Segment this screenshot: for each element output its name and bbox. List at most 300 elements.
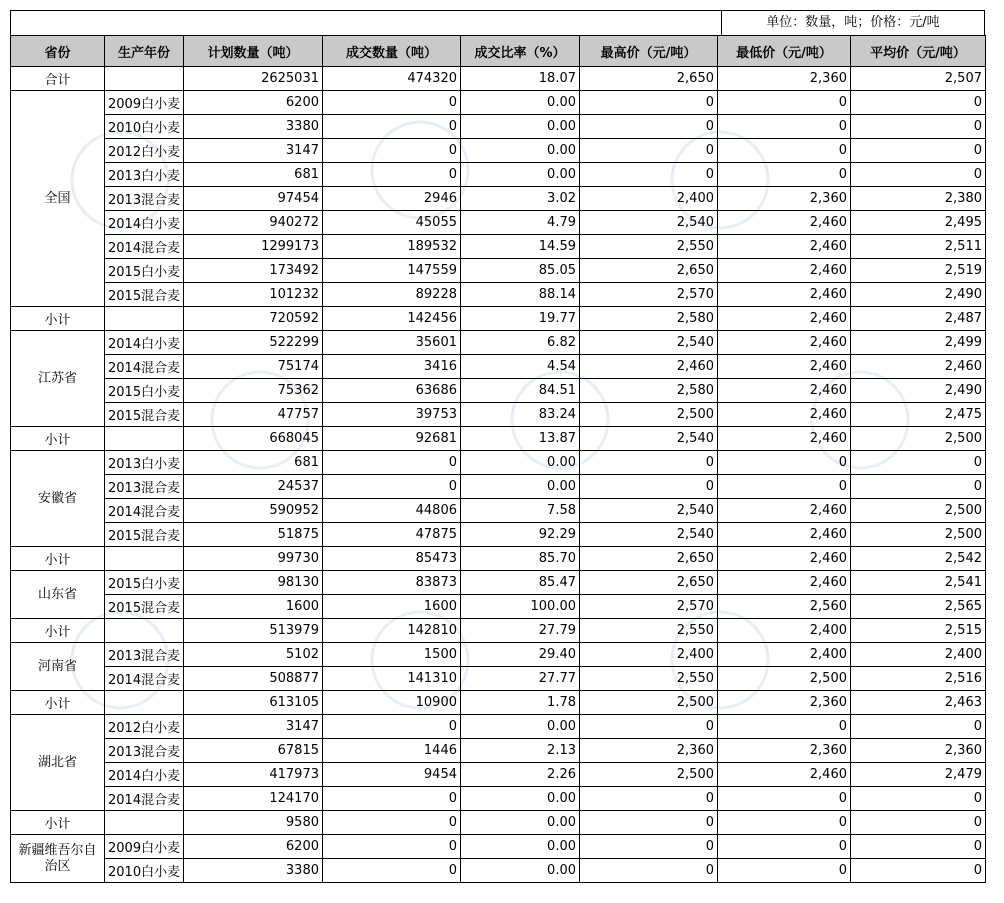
max-cell: 2,540 (580, 331, 718, 355)
table-row (11, 115, 986, 139)
rate-cell: 29.40 (461, 643, 580, 667)
table-row (11, 835, 986, 859)
subtotal-label: 小计 (11, 427, 105, 451)
plan-cell: 590952 (184, 499, 323, 523)
subtotal-row (11, 811, 986, 835)
min-cell: 0 (718, 451, 851, 475)
max-cell: 2,500 (580, 403, 718, 427)
deal-cell: 1600 (323, 595, 461, 619)
deal-cell: 0 (323, 835, 461, 859)
rate-cell: 3.02 (461, 187, 580, 211)
max-cell: 2,500 (580, 763, 718, 787)
total-min: 2,360 (718, 67, 851, 91)
header-plan: 计划数量（吨） (184, 36, 323, 67)
avg-cell: 0 (851, 835, 986, 859)
max-cell: 2,570 (580, 283, 718, 307)
deal-cell: 83873 (323, 571, 461, 595)
avg-cell: 0 (851, 475, 986, 499)
plan-cell: 3147 (184, 139, 323, 163)
year-cell: 2012白小麦 (105, 139, 184, 163)
rate-cell: 83.24 (461, 403, 580, 427)
avg-cell: 0 (851, 859, 986, 883)
total-year (105, 67, 184, 91)
plan-cell: 98130 (184, 571, 323, 595)
total-avg: 2,507 (851, 67, 986, 91)
table-row (11, 331, 986, 355)
year-cell: 2010白小麦 (105, 115, 184, 139)
min-cell: 2,460 (718, 499, 851, 523)
min-cell: 0 (718, 475, 851, 499)
rate-cell: 84.51 (461, 379, 580, 403)
plan-cell: 3380 (184, 859, 323, 883)
subtotal-year (105, 619, 184, 643)
table-row (11, 403, 986, 427)
max-cell: 2,540 (580, 211, 718, 235)
rate-cell: 0.00 (461, 835, 580, 859)
subtotal-row (11, 691, 986, 715)
year-cell: 2013白小麦 (105, 163, 184, 187)
avg-cell: 2,490 (851, 379, 986, 403)
plan-cell: 6200 (184, 91, 323, 115)
plan-cell: 47757 (184, 403, 323, 427)
avg-cell: 0 (851, 139, 986, 163)
deal-cell: 0 (323, 139, 461, 163)
subtotal-max: 2,540 (580, 427, 718, 451)
plan-cell: 3380 (184, 115, 323, 139)
max-cell: 2,360 (580, 739, 718, 763)
subtotal-plan: 613105 (184, 691, 323, 715)
table-body (11, 67, 986, 883)
deal-cell: 1500 (323, 643, 461, 667)
min-cell: 2,460 (718, 235, 851, 259)
province-cell: 河南省 (11, 643, 105, 691)
deal-cell: 0 (323, 787, 461, 811)
max-cell: 2,650 (580, 571, 718, 595)
rate-cell: 0.00 (461, 139, 580, 163)
table-row (11, 259, 986, 283)
rate-cell: 2.26 (461, 763, 580, 787)
max-cell: 0 (580, 475, 718, 499)
rate-cell: 0.00 (461, 715, 580, 739)
deal-cell: 0 (323, 715, 461, 739)
plan-cell: 5102 (184, 643, 323, 667)
min-cell: 2,460 (718, 523, 851, 547)
table-row (11, 283, 986, 307)
rate-cell: 85.05 (461, 259, 580, 283)
subtotal-year (105, 811, 184, 835)
avg-cell: 2,400 (851, 643, 986, 667)
year-cell: 2015混合麦 (105, 523, 184, 547)
avg-cell: 2,541 (851, 571, 986, 595)
table-row (11, 643, 986, 667)
header-rate: 成交比率（%） (461, 36, 580, 67)
max-cell: 2,540 (580, 499, 718, 523)
year-cell: 2010白小麦 (105, 859, 184, 883)
total-row (11, 67, 986, 91)
table-row (11, 235, 986, 259)
subtotal-min: 2,460 (718, 427, 851, 451)
avg-cell: 2,360 (851, 739, 986, 763)
subtotal-min: 2,400 (718, 619, 851, 643)
table-row (11, 211, 986, 235)
table-row (11, 523, 986, 547)
deal-cell: 39753 (323, 403, 461, 427)
subtotal-rate: 85.70 (461, 547, 580, 571)
deal-cell: 9454 (323, 763, 461, 787)
rate-cell: 0.00 (461, 91, 580, 115)
subtotal-max: 2,580 (580, 307, 718, 331)
table-row (11, 667, 986, 691)
rate-cell: 0.00 (461, 475, 580, 499)
year-cell: 2015白小麦 (105, 379, 184, 403)
province-cell: 江苏省 (11, 331, 105, 427)
unit-row (10, 10, 985, 35)
table-row (11, 739, 986, 763)
subtotal-avg: 2,542 (851, 547, 986, 571)
year-cell: 2014混合麦 (105, 499, 184, 523)
avg-cell: 2,500 (851, 499, 986, 523)
max-cell: 0 (580, 451, 718, 475)
min-cell: 2,500 (718, 667, 851, 691)
rate-cell: 92.29 (461, 523, 580, 547)
avg-cell: 0 (851, 91, 986, 115)
rate-cell: 0.00 (461, 787, 580, 811)
deal-cell: 147559 (323, 259, 461, 283)
plan-cell: 3147 (184, 715, 323, 739)
avg-cell: 2,479 (851, 763, 986, 787)
rate-cell: 4.79 (461, 211, 580, 235)
min-cell: 2,460 (718, 259, 851, 283)
subtotal-label: 小计 (11, 307, 105, 331)
year-cell: 2013白小麦 (105, 451, 184, 475)
plan-cell: 67815 (184, 739, 323, 763)
max-cell: 2,400 (580, 643, 718, 667)
province-cell: 安徽省 (11, 451, 105, 547)
price-table-sheet (10, 10, 985, 883)
rate-cell: 27.77 (461, 667, 580, 691)
subtotal-rate: 13.87 (461, 427, 580, 451)
subtotal-min: 2,360 (718, 691, 851, 715)
min-cell: 2,460 (718, 355, 851, 379)
province-cell: 新疆维吾尔自治区 (11, 835, 105, 883)
avg-cell: 2,490 (851, 283, 986, 307)
rate-cell: 7.58 (461, 499, 580, 523)
subtotal-min: 2,460 (718, 547, 851, 571)
max-cell: 0 (580, 91, 718, 115)
plan-cell: 1600 (184, 595, 323, 619)
deal-cell: 0 (323, 451, 461, 475)
table-row (11, 787, 986, 811)
year-cell: 2015白小麦 (105, 259, 184, 283)
avg-cell: 2,380 (851, 187, 986, 211)
min-cell: 0 (718, 115, 851, 139)
subtotal-deal: 92681 (323, 427, 461, 451)
avg-cell: 0 (851, 451, 986, 475)
year-cell: 2015白小麦 (105, 571, 184, 595)
plan-cell: 6200 (184, 835, 323, 859)
min-cell: 2,460 (718, 571, 851, 595)
min-cell: 2,360 (718, 187, 851, 211)
deal-cell: 47875 (323, 523, 461, 547)
avg-cell: 2,519 (851, 259, 986, 283)
plan-cell: 124170 (184, 787, 323, 811)
table-row (11, 163, 986, 187)
year-cell: 2014白小麦 (105, 211, 184, 235)
deal-cell: 45055 (323, 211, 461, 235)
table-row (11, 187, 986, 211)
subtotal-deal: 85473 (323, 547, 461, 571)
max-cell: 2,550 (580, 235, 718, 259)
rate-cell: 2.13 (461, 739, 580, 763)
header-max: 最高价（元/吨） (580, 36, 718, 67)
year-cell: 2014白小麦 (105, 763, 184, 787)
deal-cell: 35601 (323, 331, 461, 355)
plan-cell: 508877 (184, 667, 323, 691)
avg-cell: 2,460 (851, 355, 986, 379)
deal-cell: 44806 (323, 499, 461, 523)
subtotal-year (105, 691, 184, 715)
subtotal-max: 2,500 (580, 691, 718, 715)
plan-cell: 940272 (184, 211, 323, 235)
unit-note: 单位：数量，吨；价格：元/吨 (721, 11, 984, 35)
rate-cell: 88.14 (461, 283, 580, 307)
table-row (11, 91, 986, 115)
avg-cell: 2,516 (851, 667, 986, 691)
subtotal-avg: 2,463 (851, 691, 986, 715)
subtotal-rate: 27.79 (461, 619, 580, 643)
min-cell: 0 (718, 715, 851, 739)
year-cell: 2015混合麦 (105, 595, 184, 619)
subtotal-max: 0 (580, 811, 718, 835)
deal-cell: 89228 (323, 283, 461, 307)
min-cell: 2,460 (718, 763, 851, 787)
subtotal-row (11, 547, 986, 571)
avg-cell: 2,511 (851, 235, 986, 259)
avg-cell: 0 (851, 115, 986, 139)
year-cell: 2013混合麦 (105, 187, 184, 211)
rate-cell: 85.47 (461, 571, 580, 595)
table-row (11, 571, 986, 595)
rate-cell: 0.00 (461, 451, 580, 475)
plan-cell: 101232 (184, 283, 323, 307)
plan-cell: 681 (184, 451, 323, 475)
rate-cell: 0.00 (461, 163, 580, 187)
auction-results-table (10, 35, 986, 883)
plan-cell: 681 (184, 163, 323, 187)
total-rate: 18.07 (461, 67, 580, 91)
rate-cell: 0.00 (461, 859, 580, 883)
table-row (11, 475, 986, 499)
plan-cell: 417973 (184, 763, 323, 787)
plan-cell: 24537 (184, 475, 323, 499)
year-cell: 2013混合麦 (105, 739, 184, 763)
avg-cell: 2,500 (851, 523, 986, 547)
deal-cell: 3416 (323, 355, 461, 379)
total-deal: 474320 (323, 67, 461, 91)
min-cell: 2,460 (718, 403, 851, 427)
total-plan: 2625031 (184, 67, 323, 91)
subtotal-deal: 142810 (323, 619, 461, 643)
year-cell: 2015混合麦 (105, 403, 184, 427)
year-cell: 2014混合麦 (105, 355, 184, 379)
max-cell: 2,570 (580, 595, 718, 619)
min-cell: 2,560 (718, 595, 851, 619)
total-max: 2,650 (580, 67, 718, 91)
year-cell: 2012白小麦 (105, 715, 184, 739)
max-cell: 0 (580, 859, 718, 883)
rate-cell: 14.59 (461, 235, 580, 259)
subtotal-min: 0 (718, 811, 851, 835)
avg-cell: 2,495 (851, 211, 986, 235)
subtotal-deal: 0 (323, 811, 461, 835)
min-cell: 0 (718, 835, 851, 859)
min-cell: 2,460 (718, 211, 851, 235)
avg-cell: 0 (851, 163, 986, 187)
subtotal-plan: 668045 (184, 427, 323, 451)
subtotal-rate: 19.77 (461, 307, 580, 331)
table-row (11, 379, 986, 403)
subtotal-min: 2,460 (718, 307, 851, 331)
avg-cell: 0 (851, 715, 986, 739)
min-cell: 2,460 (718, 283, 851, 307)
subtotal-plan: 720592 (184, 307, 323, 331)
province-cell: 山东省 (11, 571, 105, 619)
subtotal-year (105, 307, 184, 331)
plan-cell: 522299 (184, 331, 323, 355)
avg-cell: 2,475 (851, 403, 986, 427)
min-cell: 2,460 (718, 331, 851, 355)
max-cell: 2,650 (580, 259, 718, 283)
province-cell: 湖北省 (11, 715, 105, 811)
max-cell: 0 (580, 115, 718, 139)
year-cell: 2013混合麦 (105, 643, 184, 667)
subtotal-deal: 142456 (323, 307, 461, 331)
rate-cell: 0.00 (461, 115, 580, 139)
min-cell: 2,360 (718, 739, 851, 763)
subtotal-rate: 1.78 (461, 691, 580, 715)
deal-cell: 141310 (323, 667, 461, 691)
min-cell: 0 (718, 139, 851, 163)
subtotal-label: 小计 (11, 619, 105, 643)
max-cell: 0 (580, 787, 718, 811)
subtotal-row (11, 619, 986, 643)
subtotal-year (105, 547, 184, 571)
year-cell: 2015混合麦 (105, 283, 184, 307)
table-row (11, 355, 986, 379)
subtotal-rate: 0.00 (461, 811, 580, 835)
subtotal-label: 小计 (11, 547, 105, 571)
deal-cell: 2946 (323, 187, 461, 211)
subtotal-avg: 0 (851, 811, 986, 835)
min-cell: 2,400 (718, 643, 851, 667)
subtotal-max: 2,550 (580, 619, 718, 643)
subtotal-year (105, 427, 184, 451)
subtotal-row (11, 427, 986, 451)
max-cell: 0 (580, 163, 718, 187)
subtotal-label: 小计 (11, 811, 105, 835)
min-cell: 2,460 (718, 379, 851, 403)
year-cell: 2009白小麦 (105, 835, 184, 859)
max-cell: 2,550 (580, 667, 718, 691)
plan-cell: 51875 (184, 523, 323, 547)
header-avg: 平均价（元/吨） (851, 36, 986, 67)
deal-cell: 0 (323, 91, 461, 115)
deal-cell: 0 (323, 115, 461, 139)
max-cell: 0 (580, 715, 718, 739)
deal-cell: 0 (323, 859, 461, 883)
deal-cell: 63686 (323, 379, 461, 403)
deal-cell: 0 (323, 163, 461, 187)
year-cell: 2014混合麦 (105, 667, 184, 691)
deal-cell: 189532 (323, 235, 461, 259)
plan-cell: 173492 (184, 259, 323, 283)
table-row (11, 763, 986, 787)
subtotal-max: 2,650 (580, 547, 718, 571)
plan-cell: 97454 (184, 187, 323, 211)
max-cell: 2,400 (580, 187, 718, 211)
deal-cell: 0 (323, 475, 461, 499)
province-cell: 全国 (11, 91, 105, 307)
max-cell: 2,580 (580, 379, 718, 403)
table-row (11, 859, 986, 883)
avg-cell: 0 (851, 787, 986, 811)
subtotal-plan: 9580 (184, 811, 323, 835)
min-cell: 0 (718, 163, 851, 187)
table-row (11, 595, 986, 619)
deal-cell: 1446 (323, 739, 461, 763)
subtotal-row (11, 307, 986, 331)
plan-cell: 75362 (184, 379, 323, 403)
header-row (11, 36, 986, 67)
subtotal-plan: 513979 (184, 619, 323, 643)
rate-cell: 100.00 (461, 595, 580, 619)
avg-cell: 2,565 (851, 595, 986, 619)
table-row (11, 499, 986, 523)
subtotal-deal: 10900 (323, 691, 461, 715)
year-cell: 2009白小麦 (105, 91, 184, 115)
avg-cell: 2,499 (851, 331, 986, 355)
subtotal-plan: 99730 (184, 547, 323, 571)
header-deal: 成交数量（吨） (323, 36, 461, 67)
subtotal-avg: 2,515 (851, 619, 986, 643)
max-cell: 0 (580, 139, 718, 163)
table-row (11, 139, 986, 163)
year-cell: 2013混合麦 (105, 475, 184, 499)
subtotal-avg: 2,487 (851, 307, 986, 331)
table-row (11, 451, 986, 475)
min-cell: 0 (718, 787, 851, 811)
total-label: 合计 (11, 67, 105, 91)
year-cell: 2014混合麦 (105, 787, 184, 811)
table-row (11, 715, 986, 739)
subtotal-avg: 2,500 (851, 427, 986, 451)
max-cell: 2,460 (580, 355, 718, 379)
min-cell: 0 (718, 859, 851, 883)
subtotal-label: 小计 (11, 691, 105, 715)
max-cell: 0 (580, 835, 718, 859)
year-cell: 2014混合麦 (105, 235, 184, 259)
plan-cell: 75174 (184, 355, 323, 379)
header-min: 最低价（元/吨） (718, 36, 851, 67)
year-cell: 2014白小麦 (105, 331, 184, 355)
plan-cell: 1299173 (184, 235, 323, 259)
rate-cell: 4.54 (461, 355, 580, 379)
min-cell: 0 (718, 91, 851, 115)
rate-cell: 6.82 (461, 331, 580, 355)
header-year: 生产年份 (105, 36, 184, 67)
header-province: 省份 (11, 36, 105, 67)
max-cell: 2,540 (580, 523, 718, 547)
